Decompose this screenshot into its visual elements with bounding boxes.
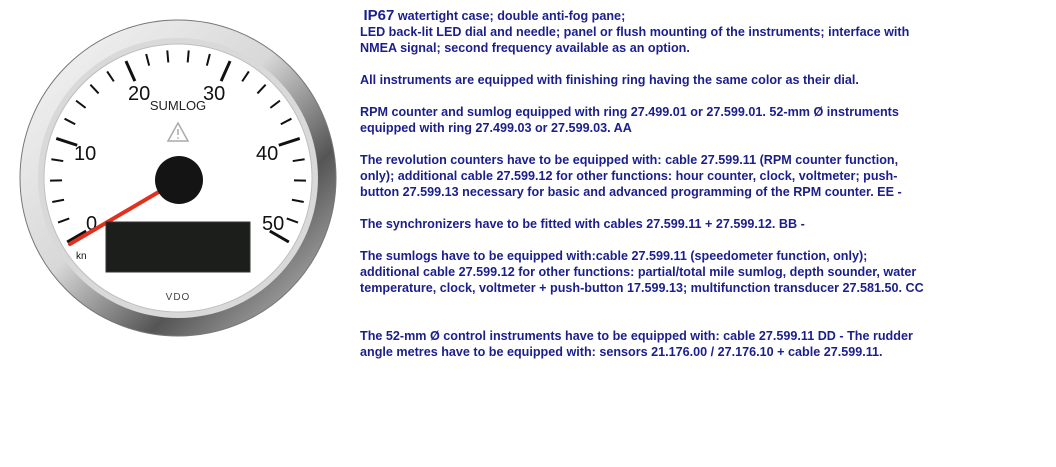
minor-tick xyxy=(188,50,189,62)
scale-label-40: 40 xyxy=(256,143,279,165)
minor-tick xyxy=(167,50,168,62)
lcd-display xyxy=(106,222,250,272)
scale-label-0: 0 xyxy=(86,213,98,235)
paragraph-revolution-line3: button 27.599.13 necessary for basic and advanced programming of the RPM counter. EE - xyxy=(360,185,902,199)
paragraph-sumlogs-line3: temperature, clock, voltmeter + push-button 17.599.13; multifunction transducer 27.581.50. CC xyxy=(360,281,924,295)
scale-label-10: 10 xyxy=(74,143,97,165)
paragraph-finishing-ring: All instruments are equipped with finishing ring having the same color as their dial. xyxy=(360,73,859,87)
paragraph-sumlogs-line1: The sumlogs have to be equipped with:cable 27.599.11 (speedometer function, only); xyxy=(360,249,868,263)
product-description xyxy=(360,8,1050,360)
paragraph-rpm-line1: RPM counter and sumlog equipped with ring 27.499.01 or 27.599.01. 52-mm Ø instruments xyxy=(360,105,899,119)
ip67-heading: IP67 xyxy=(363,7,395,24)
paragraph-ip67 xyxy=(360,8,1050,24)
scale-label-50: 50 xyxy=(262,213,285,235)
paragraph-control-line2: angle metres have to be equipped with: sensors 21.176.00 / 27.176.10 + cable 27.599.11. xyxy=(360,345,883,359)
paragraph-rpm-line2: equipped with ring 27.499.03 or 27.599.03. AA xyxy=(360,121,632,135)
paragraph-synchronizers: The synchronizers have to be fitted with cables 27.599.11 + 27.599.12. BB - xyxy=(360,217,805,231)
gauge-brand-label: SUMLOG xyxy=(149,98,207,113)
unit-label: kn xyxy=(76,251,87,262)
paragraph-sumlogs-line2: additional cable 27.599.12 for other functions: partial/total mile sumlog, depth sounder, water xyxy=(360,265,917,279)
scale-label-20: 20 xyxy=(128,83,151,105)
paragraph-revolution-line1: The revolution counters have to be equipped with: cable 27.599.11 (RPM counter function, xyxy=(360,153,899,167)
paragraph-led-line1: LED back-lit LED dial and needle; panel or flush mounting of the instruments; interface with xyxy=(360,25,910,39)
needle-hub xyxy=(155,156,203,204)
paragraph-control-line1: The 52-mm Ø control instruments have to be equipped with: cable 27.599.11 DD - The rudder xyxy=(360,329,913,343)
paragraph-led-line2: NMEA signal; second frequency available as an option. xyxy=(360,41,690,55)
paragraph-revolution-line2: only); additional cable 27.599.12 for other functions: hour counter, clock, voltmeter; push- xyxy=(360,169,898,183)
scale-label-30: 30 xyxy=(203,83,226,105)
maker-label: VDO xyxy=(165,292,191,303)
ip67-text: watertight case; double anti-fog pane; xyxy=(394,9,626,23)
sumlog-gauge xyxy=(18,8,338,348)
